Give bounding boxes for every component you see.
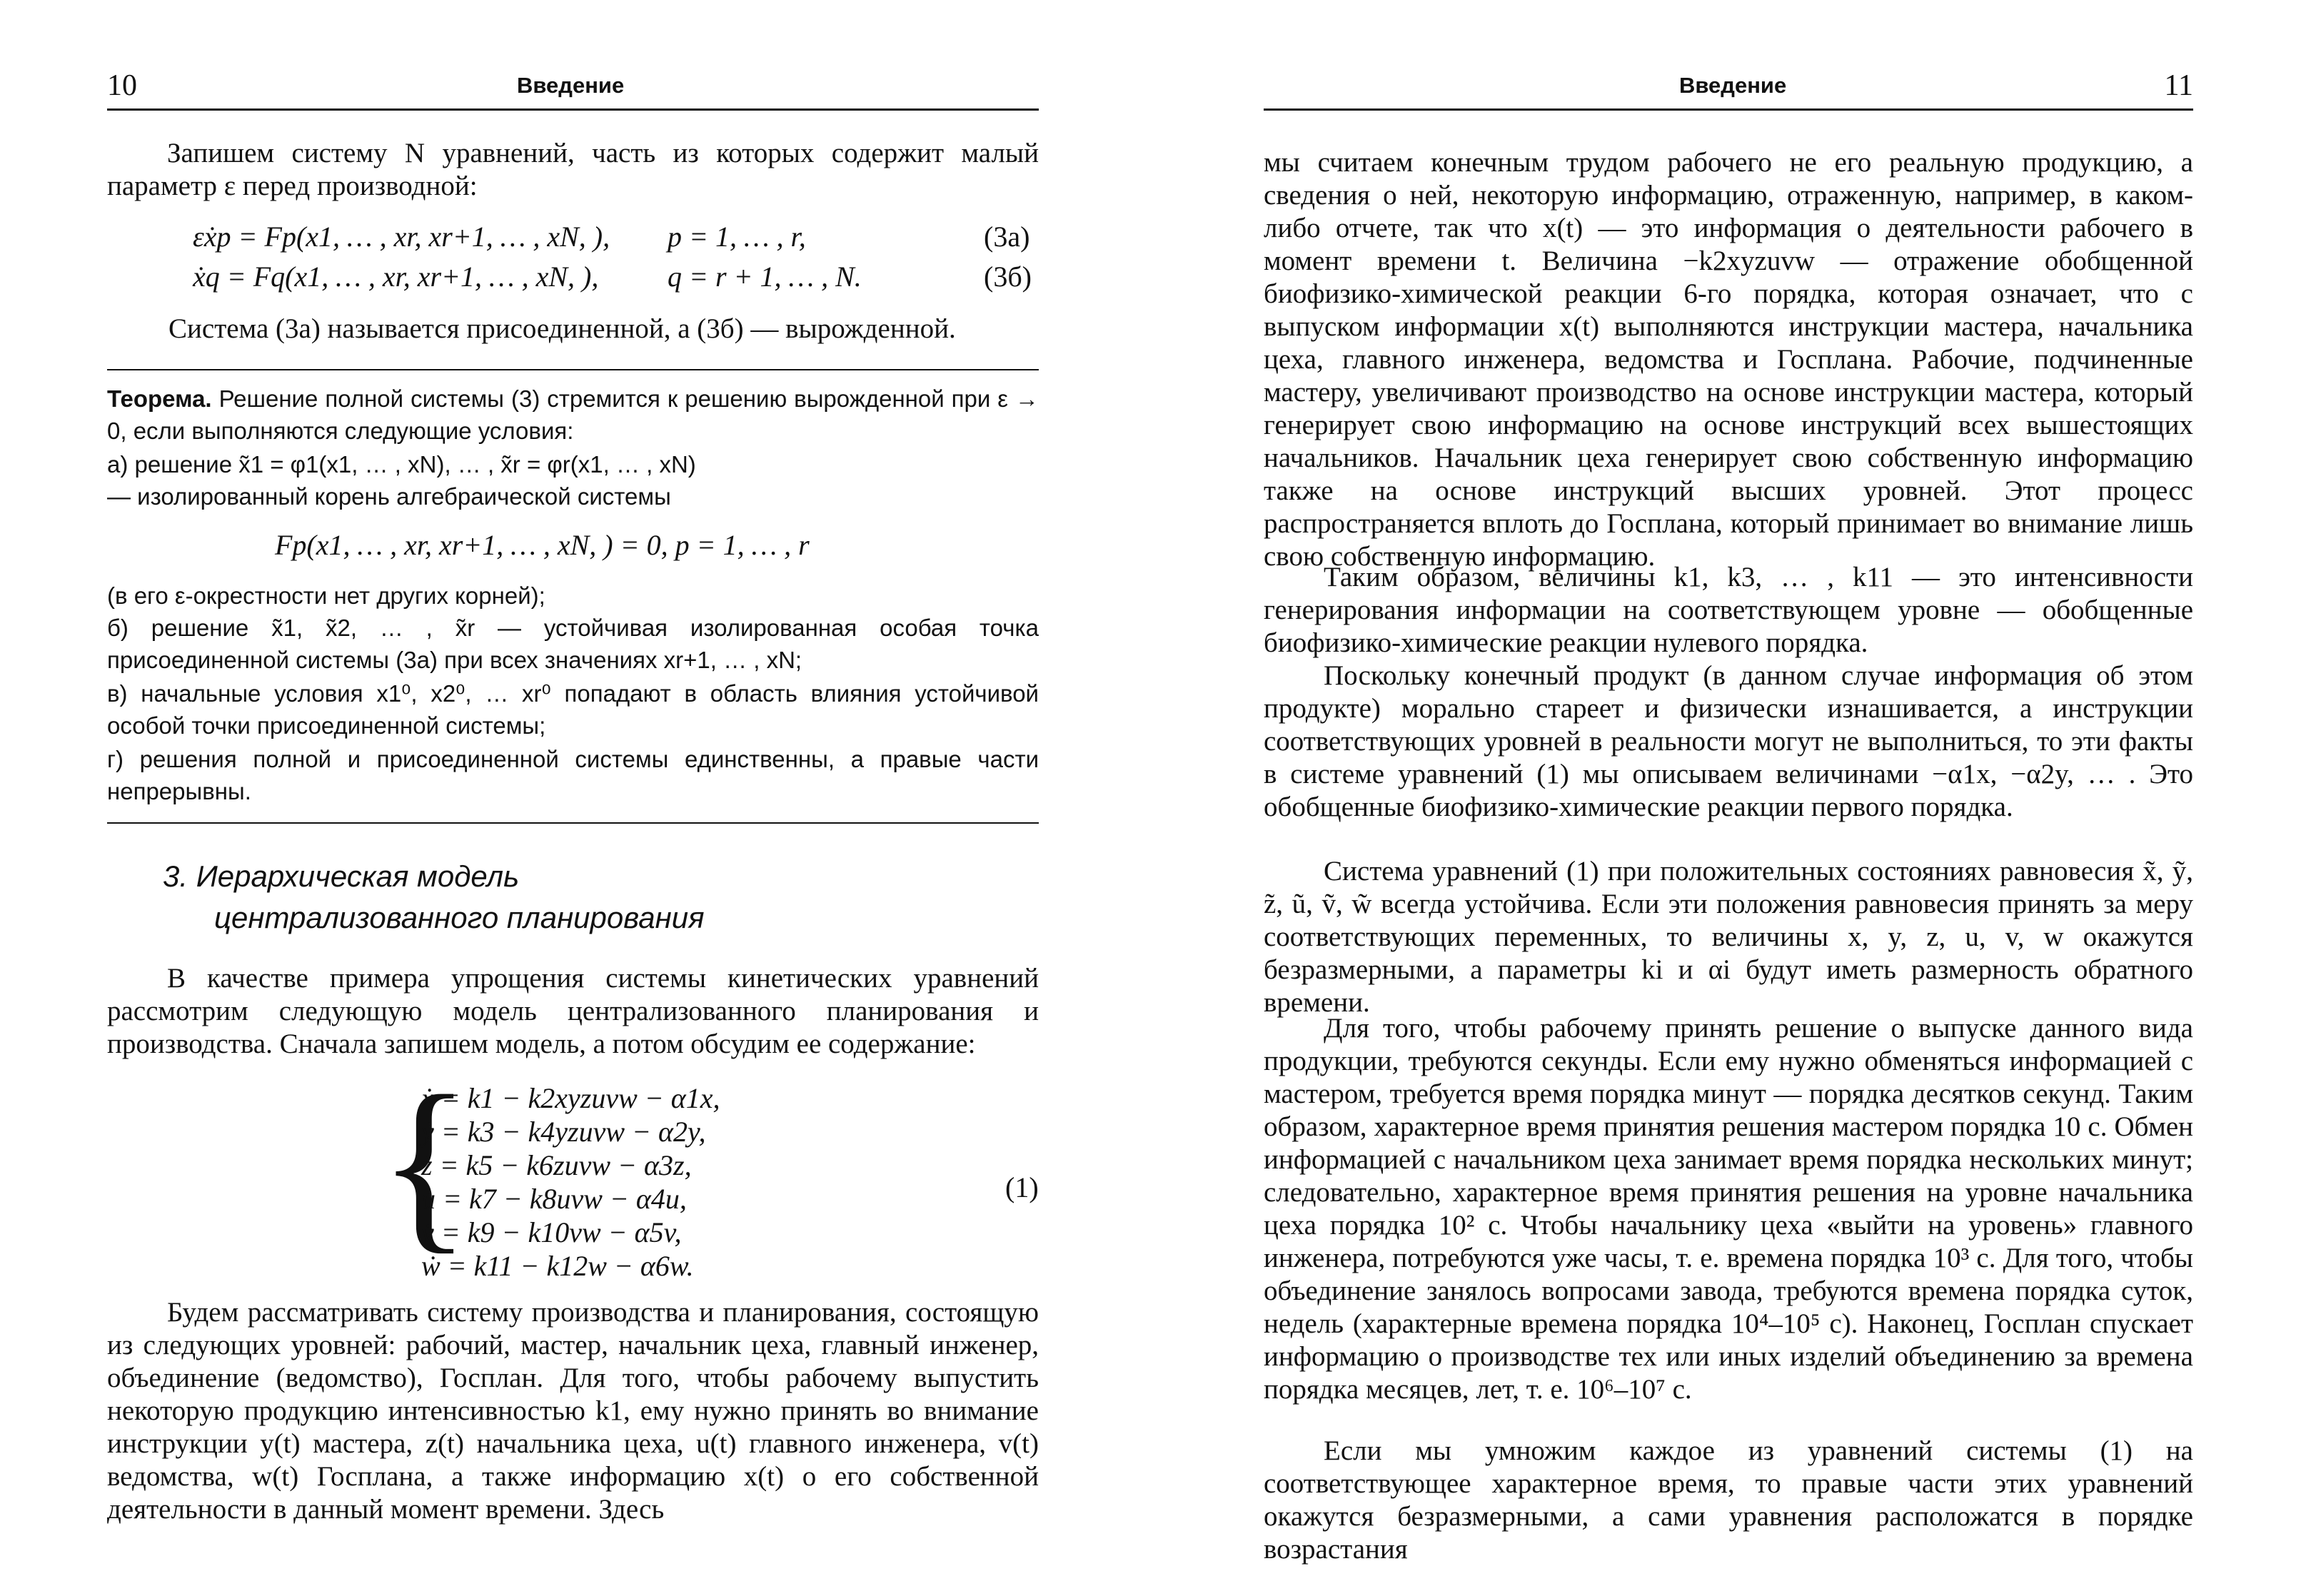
- section-title-line-1: 3. Иерархическая модель: [163, 859, 520, 893]
- system-brace: {: [378, 1056, 471, 1270]
- system-equation: ẏ = k3 − k4yzuvw − α2y,: [421, 1116, 706, 1148]
- equation-3a-range: p = 1, … , r,: [668, 221, 806, 253]
- condition-a-note: (в его ε-окрестности нет других корней);: [107, 582, 545, 609]
- header-title: Введение: [517, 73, 625, 98]
- system-equation: ẇ = k11 − k12w − α6w.: [421, 1250, 694, 1282]
- condition-a-continued: — изолированный корень алгебраической системы: [107, 483, 671, 510]
- system-equation: v̇ = k9 − k10vw − α5v,: [421, 1216, 682, 1248]
- system-equation: u̇ = k7 − k8uvw − α4u,: [421, 1183, 687, 1215]
- page-header: [107, 69, 1039, 111]
- equation-3b-range: q = r + 1, … , N.: [668, 261, 862, 293]
- paragraph-4: Система уравнений (1) при положительных состояниях равновесия x̃, ỹ, z̃, ũ, ṽ, w̃ всегда устойчива. Если эти положения равновесия принять за меру соответствующих переменных, то величины x, y, z, u, v, w окажутся безразмерными, а параметры ki и αi будут иметь размерность обратного времени.: [1264, 856, 2193, 1018]
- section-title-line-2: централизованного планирования: [214, 901, 705, 934]
- page-number: 10: [107, 69, 137, 102]
- equation-system-1: [421, 1081, 720, 1283]
- condition-d: г) решения полной и присоединенной системы единственны, а правые части непрерывны.: [107, 746, 1039, 804]
- condition-c: в) начальные условия x1⁰, x2⁰, … xr⁰ попадают в область влияния устойчивой особой точки присоединенной системы;: [107, 680, 1039, 739]
- equation-3a: εẋp = Fp(x1, … , xr, xr+1, … , xN, ),: [193, 221, 610, 253]
- equation-3a-label: (3а): [984, 221, 1030, 253]
- system-label: (1): [1005, 1171, 1039, 1203]
- equation-3b: ẋq = Fq(x1, … , xr, xr+1, … , xN, ),: [193, 261, 599, 293]
- paragraph-3: Поскольку конечный продукт (в данном случае информация об этом продукте) морально стареет и физически изнашивается, а инструкции соответствующих уровней в реальности могут не выполниться, то эти факты в системе уравнений (1) мы описываем величинами −α1x, −α2y, … . Это обобщенные биофизико-химические реакции первого порядка.: [1264, 660, 2193, 822]
- system-equation: ẋ = k1 − k2xyzuvw − α1x,: [421, 1082, 720, 1114]
- theorem: [107, 383, 1039, 447]
- equation-3b-label: (3б): [984, 261, 1032, 293]
- algebraic-system-equation: Fp(x1, … , xr, xr+1, … , xN, ) = 0, p = 1, … , r: [275, 529, 810, 561]
- page-header: [1264, 69, 2193, 111]
- theorem-bottom-rule: [107, 822, 1039, 824]
- right-page: [1158, 0, 2316, 1596]
- model-intro-paragraph: В качестве примера упрощения системы кинетических уравнений рассмотрим следующую модель централизованного планирования и производства. Сначала запишем модель, а потом обсудим ее содержание:: [107, 963, 1039, 1059]
- page-number: 11: [2164, 69, 2193, 102]
- paragraph-6: Если мы умножим каждое из уравнений системы (1) на соответствующее характерное время, то правые части этих уравнений окажутся безразмерными, а сами уравнения расположатся в порядке возрастания: [1264, 1435, 2193, 1565]
- condition-a: а) решение x̃1 = φ1(x1, … , xN), … , x̃r = φr(x1, … , xN): [107, 451, 696, 478]
- system-equation: ż = k5 − k6zuvw − α3z,: [421, 1149, 692, 1181]
- intro-paragraph: Запишем систему N уравнений, часть из которых содержит малый параметр ε перед производной:: [107, 138, 1039, 201]
- paragraph-5: Для того, чтобы рабочему принять решение о выпуске данного вида продукции, требуются секунды. Если ему нужно обменяться информацией с мастером, требуется время порядка минут — порядка десятков секунд. Таким образом, характерное время принятия решения мастером порядка 10 с. Обмен информацией с начальником цеха занимает время порядка нескольких минут; следовательно, характерное время принятия решения на уровне начальника цеха порядка 10² с. Чтобы начальнику цеха «выйти на уровень» главного инженера, потребуются уже часы, т. е. времена порядка 10³ с. Для того, чтобы объединение занялось вопросами завода, требуются времена порядка суток, недель (характерные времена порядка 10⁴–10⁵ с). Наконец, Госплан спускает информацию о производстве тех или иных изделий объединению за времена порядка месяцев, лет, т. е. 10⁶–10⁷ с.: [1264, 1013, 2193, 1405]
- paragraph-2: Таким образом, величины k1, k3, … , k11 — это интенсивности генерирования информации на соответствующем уровне — обобщенные биофизико-химические реакции нулевого порядка.: [1264, 562, 2193, 658]
- header-title: Введение: [1679, 73, 1787, 98]
- levels-paragraph: Будем рассматривать систему производства и планирования, состоящую из следующих уровней: рабочий, мастер, начальник цеха, главный инженер, объединение (ведомство), Госплан. Для того, чтобы рабочему выпустить некоторую продукцию интенсивностью k1, ему нужно принять во внимание инструкции y(t) мастера, z(t) начальника цеха, u(t) главного инженера, v(t) ведомства, w(t) Госплана, а также информацию x(t) о его собственной деятельности в данный момент времени. Здесь: [107, 1297, 1039, 1525]
- theorem-top-rule: [107, 369, 1039, 370]
- theorem-text: Решение полной системы (3) стремится к решению вырожденной при ε → 0, если выполняются следующие условия:: [107, 385, 1039, 444]
- theorem-label: Теорема.: [107, 385, 212, 412]
- system-note: Система (3а) называется присоединенной, а (3б) — вырожденной.: [168, 313, 956, 344]
- paragraph-1: мы считаем конечным трудом рабочего не его реальную продукцию, а сведения о ней, некоторую информацию, отраженную, например, в каком-либо отчете, так что x(t) — это информация о деятельности рабочего в момент времени t. Величина −k2xyzuvw — отражение обобщенной биофизико-химической реакции 6-го порядка, которая означает, что с выпуском информации x(t) выполняются инструкции мастера, начальника цеха, главного инженера, ведомства и Госплана. Рабочие, подчиненные мастеру, увеличивают производство на основе инструкции мастера, который генерирует свою информацию на основе инструкций всех вышестоящих начальников. Начальник цеха генерирует свою собственную информацию также на основе инструкций высших уровней. Этот процесс распространяется вплоть до Госплана, который принимает во внимание лишь свою собственную информацию.: [1264, 147, 2193, 572]
- condition-b: б) решение x̃1, x̃2, … , x̃r — устойчивая изолированная особая точка присоединенной системы (3а) при всех значениях xr+1, … , xN;: [107, 615, 1039, 673]
